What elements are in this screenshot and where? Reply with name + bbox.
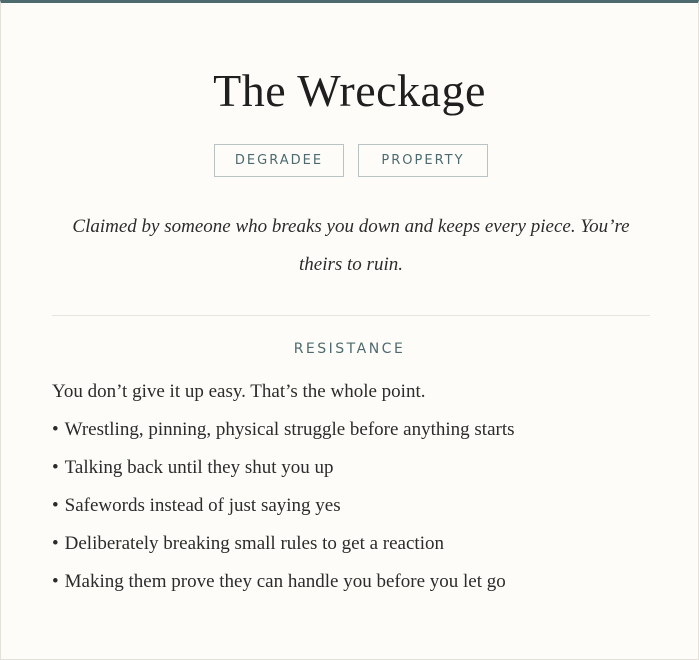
list-item (52, 491, 652, 529)
section-heading: RESISTANCE (293, 341, 406, 357)
bullet-marker: • (52, 419, 59, 440)
bullet-marker: • (52, 457, 59, 478)
bullet-list (52, 415, 652, 605)
list-item (52, 453, 652, 491)
tag-property: PROPERTY (358, 144, 488, 177)
list-item (52, 415, 652, 453)
list-item-text: Talking back until they shut you up (64, 457, 334, 478)
card-tagline: Claimed by someone who breaks you down and keeps every piece. You’re theirs to ruin. (72, 216, 630, 275)
list-item-text: Safewords instead of just saying yes (64, 495, 341, 516)
section-divider (52, 315, 650, 316)
list-item-text: Making them prove they can handle you before you let go (64, 571, 506, 592)
card-title: The Wreckage (213, 65, 486, 116)
list-item-text: Wrestling, pinning, physical struggle before anything starts (64, 419, 515, 440)
bullet-marker: • (52, 571, 59, 592)
bullet-marker: • (52, 495, 59, 516)
section-intro: You don’t give it up easy. That’s the whole point. (52, 381, 426, 402)
list-item-text: Deliberately breaking small rules to get a reaction (64, 533, 444, 554)
list-item (52, 529, 652, 567)
list-item (52, 567, 652, 605)
tag-degradee: DEGRADEE (214, 144, 344, 177)
bullet-marker: • (52, 533, 59, 554)
